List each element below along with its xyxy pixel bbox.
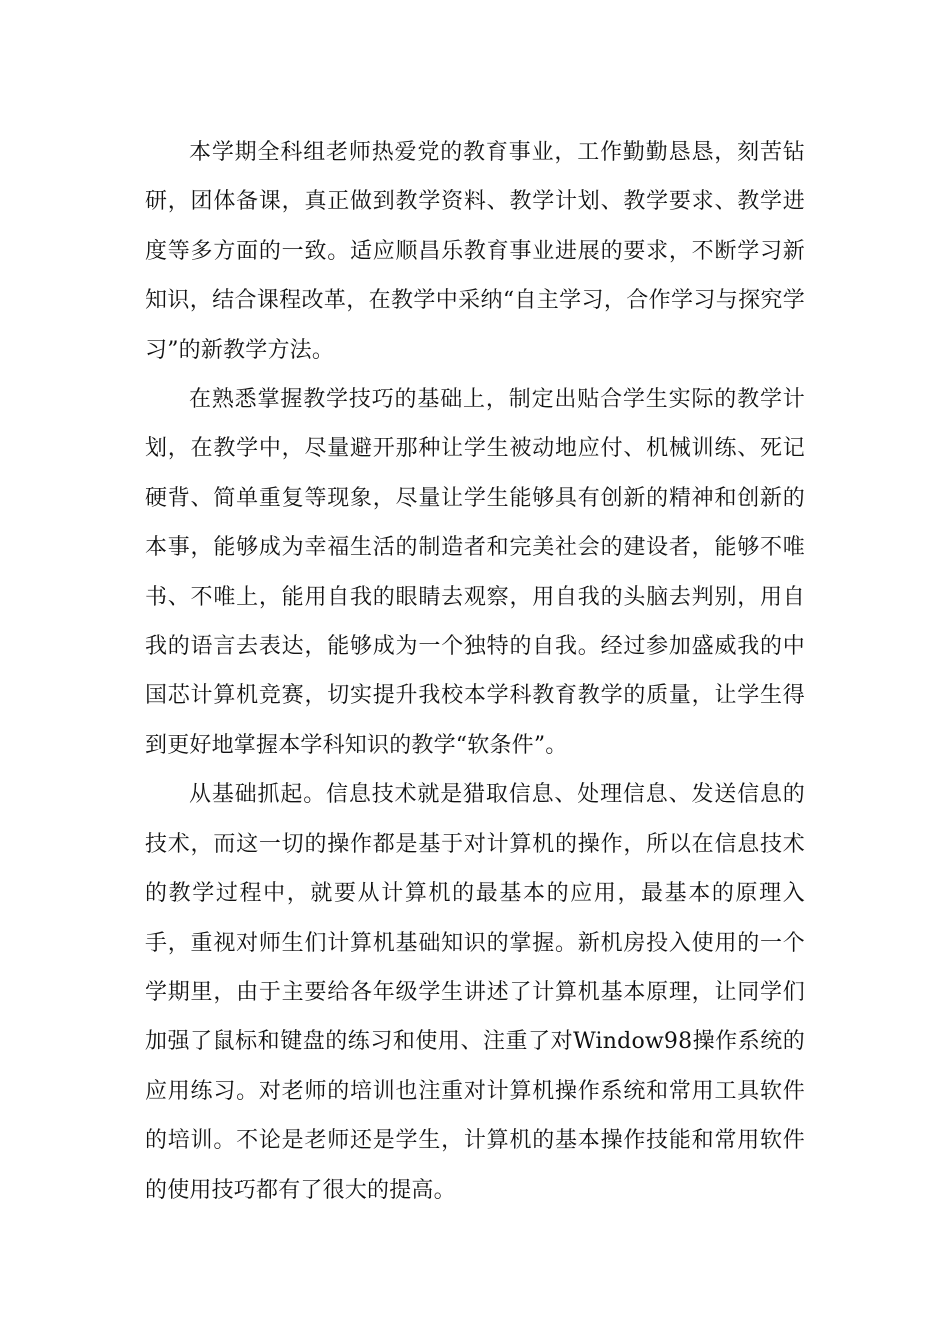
paragraph-2: 在熟悉掌握教学技巧的基础上，制定出贴合学生实际的教学计划，在教学中，尽量避开那种让学生被动地应付、机械训练、死记硬背、简单重复等现象，尽量让学生能够具有创新的精神和创新的本事，能够成为幸福生活的制造者和完美社会的建设者，能够不唯书、不唯上，能用自我的眼睛去观察，用自我的头脑去判别，用自我的语言去表达，能够成为一个独特的自我。经过参加盛威我的中国芯计算机竞赛，切实提升我校本学科教育教学的质量，让学生得到更好地掌握本学科知识的教学“软条件”。	[145, 387, 805, 758]
paragraph-1: 本学期全科组老师热爱党的教育事业，工作勤勤恳恳，刻苦钻研，团体备课，真正做到教学资料、教学计划、教学要求、教学进度等多方面的一致。适应顺昌乐教育事业进展的要求，不断学习新知识，结合课程改革，在教学中采纳“自主学习，合作学习与探究学习”的新教学方法。	[145, 140, 805, 363]
paragraph-3: 从基础抓起。信息技术就是猎取信息、处理信息、发送信息的技术，而这一切的操作都是基于对计算机的操作，所以在信息技术的教学过程中，就要从计算机的最基本的应用，最基本的原理入手，重视对师生们计算机基础知识的掌握。新机房投入使用的一个学期里，由于主要给各年级学生讲述了计算机基本原理，让同学们加强了鼠标和键盘的练习和使用、注重了对Window98操作系统的应用练习。对老师的培训也注重对计算机操作系统和常用工具软件的培训。不论是老师还是学生，计算机的基本操作技能和常用软件的使用技巧都有了很大的提高。	[145, 782, 805, 1203]
document-body	[145, 128, 805, 1215]
